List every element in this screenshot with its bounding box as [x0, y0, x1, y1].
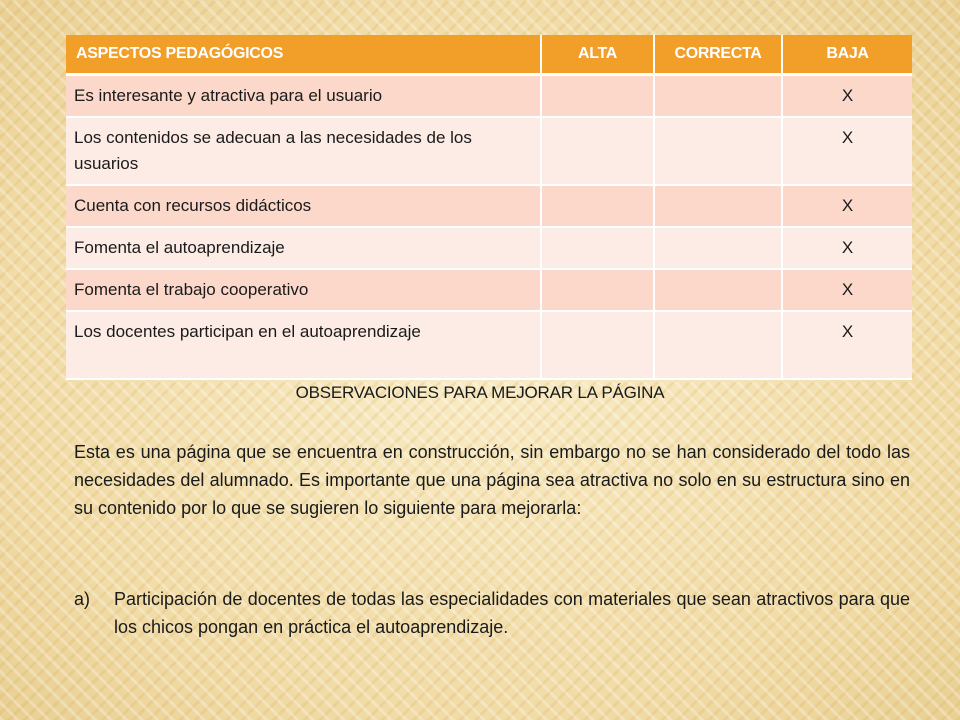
list-item-text: Participación de docentes de todas las especialidades con materiales que sean atractivos para que los chicos pongan en práctica el autoaprendizaje. [114, 589, 910, 637]
correcta-cell [654, 311, 782, 379]
alta-cell [541, 185, 654, 227]
table-row [66, 227, 912, 269]
table-row [66, 185, 912, 227]
baja-cell: X [782, 75, 912, 118]
table-row [66, 75, 912, 118]
correcta-cell [654, 75, 782, 118]
criterion-cell: Fomenta el trabajo cooperativo [66, 269, 541, 311]
observations-title: OBSERVACIONES PARA MEJORAR LA PÁGINA [295, 383, 665, 402]
alta-cell [541, 269, 654, 311]
correcta-cell [654, 227, 782, 269]
list-item-marker: a) [74, 589, 91, 609]
baja-cell: X [782, 117, 912, 185]
header-baja: BAJA [782, 35, 912, 75]
criterion-cell: Los docentes participan en el autoaprendizaje [66, 311, 541, 379]
baja-cell: X [782, 311, 912, 379]
header-alta: ALTA [541, 35, 654, 75]
table-row [66, 117, 912, 185]
table-row [66, 269, 912, 311]
header-aspectos: ASPECTOS PEDAGÓGICOS [66, 35, 541, 75]
criterion-cell: Cuenta con recursos didácticos [66, 185, 541, 227]
criterion-cell: Fomenta el autoaprendizaje [66, 227, 541, 269]
alta-cell [541, 227, 654, 269]
correcta-cell [654, 117, 782, 185]
header-correcta: CORRECTA [654, 35, 782, 75]
correcta-cell [654, 269, 782, 311]
alta-cell [541, 311, 654, 379]
criterion-cell: Los contenidos se adecuan a las necesidades de los usuarios [66, 117, 541, 185]
criterion-cell: Es interesante y atractiva para el usuario [66, 75, 541, 118]
table-row [66, 311, 912, 379]
baja-cell: X [782, 269, 912, 311]
list-item [74, 585, 910, 641]
correcta-cell [654, 185, 782, 227]
evaluation-table [66, 35, 912, 380]
alta-cell [541, 75, 654, 118]
table-header-row [66, 35, 912, 75]
baja-cell: X [782, 227, 912, 269]
alta-cell [541, 117, 654, 185]
baja-cell: X [782, 185, 912, 227]
observations-paragraph: Esta es una página que se encuentra en construcción, sin embargo no se han considerado del todo las necesidades del alumnado. Es importante que una página sea atractiva no solo en su estructura sino en su contenido por lo que se sugieren lo siguiente para mejorarla: [74, 442, 910, 518]
